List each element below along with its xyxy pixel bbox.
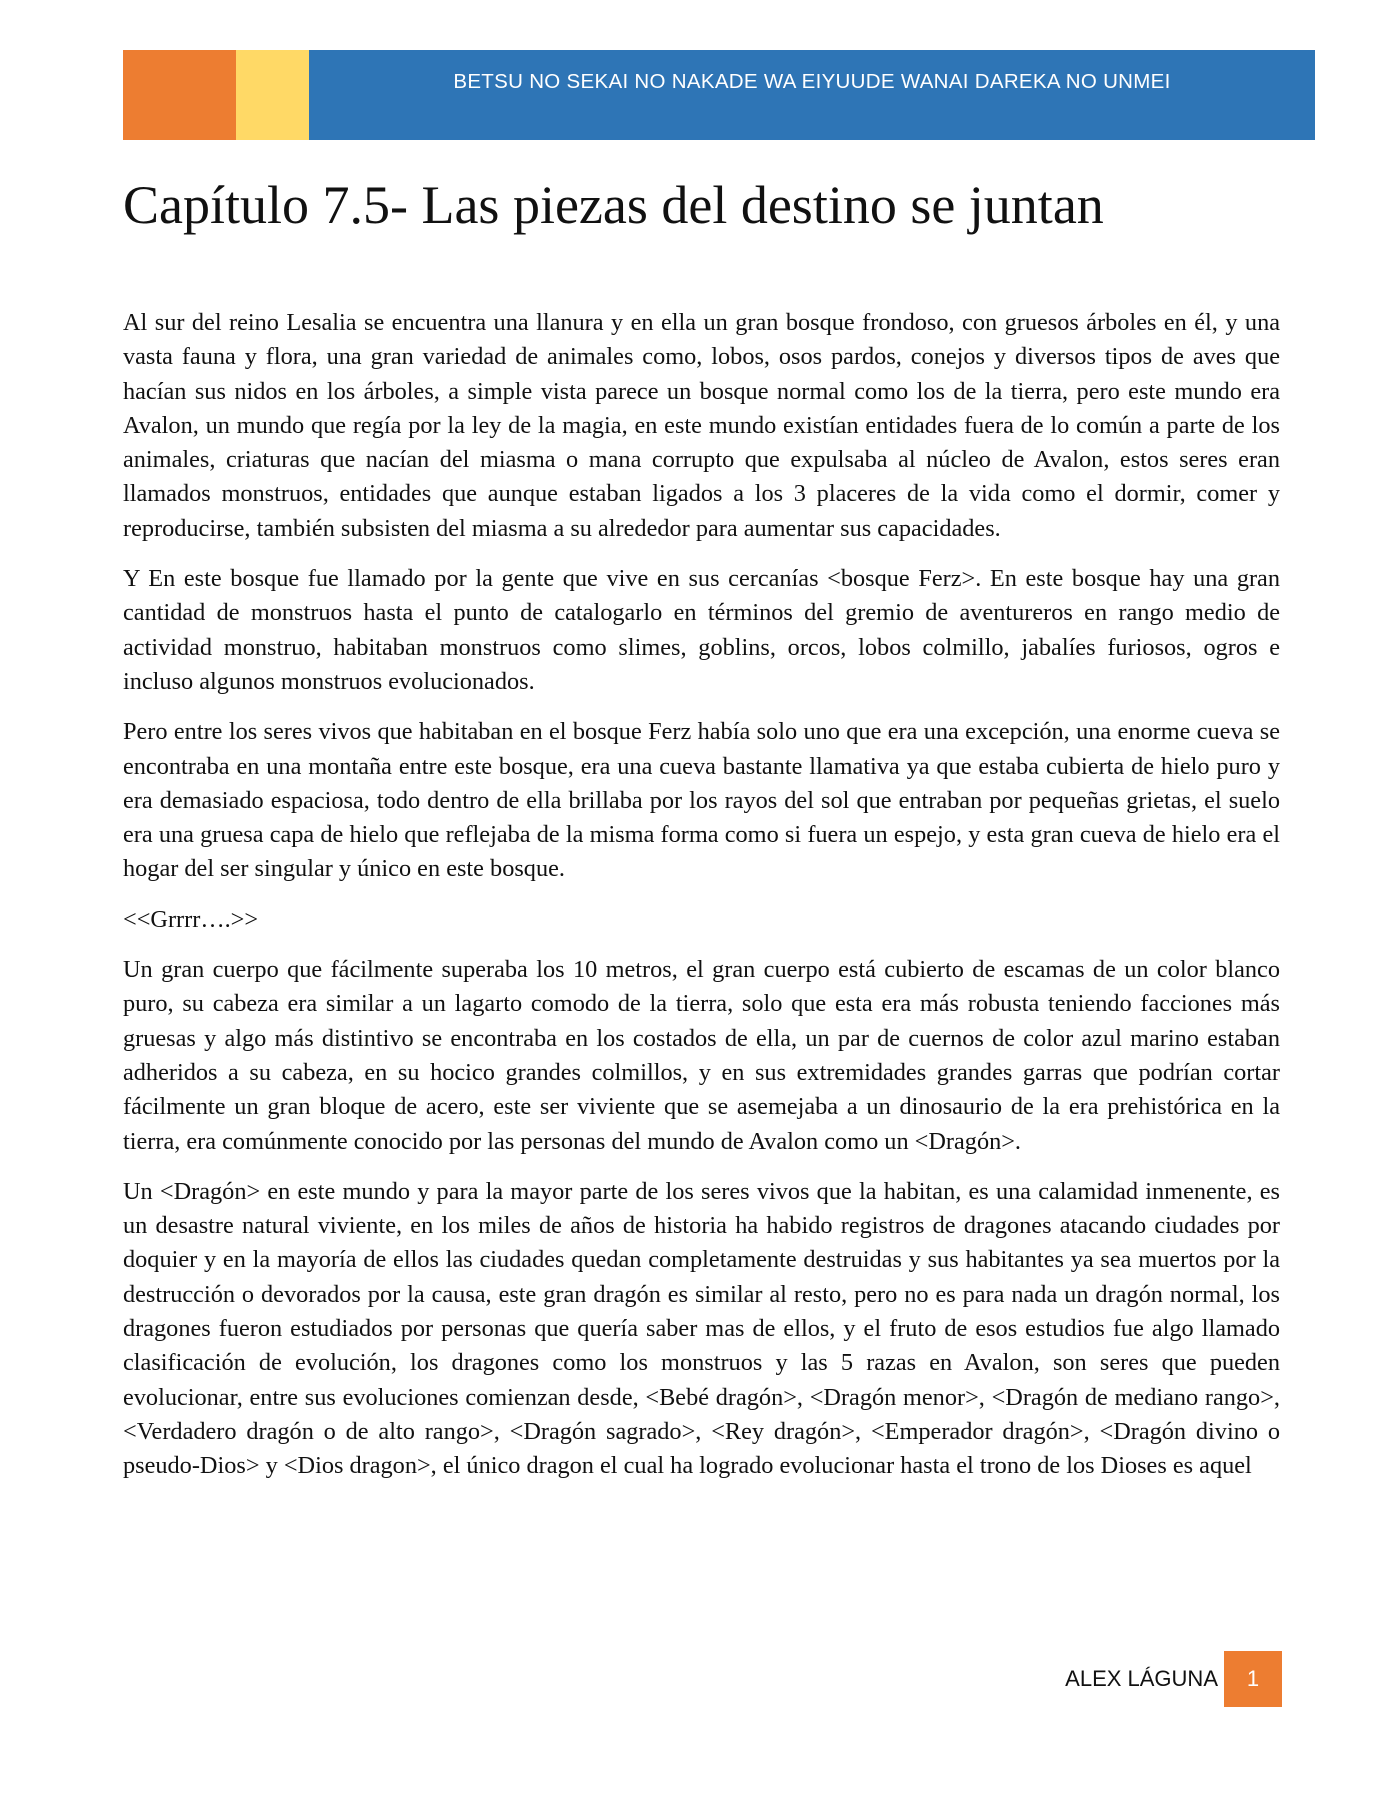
page-number: 1: [1224, 1651, 1282, 1707]
paragraph: Al sur del reino Lesalia se encuentra una llanura y en ella un gran bosque frondoso, con gruesos árboles en él, y una vasta fauna y flora, una gran variedad de animales como, lobos, osos pardos, conejos y diversos tipos de aves que hacían sus nidos en los árboles, a simple vista parece un bosque normal como los de la tierra, pero este mundo era Avalon, un mundo que regía por la ley de la magia, en este mundo existían entidades fuera de lo común a parte de los animales, criaturas que nacían del miasma o mana corrupto que expulsaba al núcleo de Avalon, estos seres eran llamados monstruos, entidades que aunque estaban ligados a los 3 placeres de la vida como el dormir, comer y reproducirse, también subsisten del miasma a su alrededor para aumentar sus capacidades.: [123, 309, 1280, 542]
header-orange-block: [123, 50, 236, 140]
paragraph: Pero entre los seres vivos que habitaban en el bosque Ferz había solo uno que era una excepción, una enorme cueva se encontraba en una montaña entre este bosque, era una cueva bastante llamativa ya que estaba cubierta de hielo puro y era demasiado espaciosa, todo dentro de ella brillaba por los rayos del sol que entraban por pequeñas grietas, el suelo era una gruesa capa de hielo que reflejaba de la misma forma como si fuera un espejo, y esta gran cueva de hielo era el hogar del ser singular y único en este bosque.: [123, 718, 1280, 883]
paragraph: Un <Dragón> en este mundo y para la mayor parte de los seres vivos que la habitan, es una calamidad inmenente, es un desastre natural viviente, en los miles de años de historia ha habido registros de dragones atacando ciudades por doquier y en la mayoría de ellos las ciudades quedan completamente destruidas y sus habitantes ya sea muertos por la destrucción o devorados por la causa, este gran dragón es similar al resto, pero no es para nada un dragón normal, los dragones fueron estudiados por personas que quería saber mas de ellos, y el fruto de esos estudios fue algo llamado clasificación de evolución, los dragones como los monstruos y las 5 razas en Avalon, son seres que pueden evolucionar, entre sus evoluciones comienzan desde, <Bebé dragón>, <Dragón menor>, <Dragón de mediano rango>, <Verdadero dragón o de alto rango>, <Dragón sagrado>, <Rey dragón>, <Emperador dragón>, <Dragón divino o pseudo-Dios> y <Dios dragon>, el único dragon el cual ha logrado evolucionar hasta el trono de los Dioses es aquel: [123, 1177, 1280, 1480]
series-title: BETSU NO SEKAI NO NAKADE WA EIYUUDE WANAI DAREKA NO UNMEI: [453, 70, 1171, 93]
paragraph: <<Grrrr….>>: [123, 905, 259, 933]
page-footer: [1030, 1651, 1282, 1707]
header-yellow-block: [236, 50, 309, 140]
chapter-body: [123, 306, 1280, 1500]
chapter-title: Capítulo 7.5- Las piezas del destino se juntan: [123, 175, 1104, 235]
paragraph: Un gran cuerpo que fácilmente superaba los 10 metros, el gran cuerpo está cubierto de escamas de un color blanco puro, su cabeza era similar a un lagarto comodo de la tierra, solo que esta era más robusta teniendo facciones más gruesas y algo más distintivo se encontraba en los costados de ella, un par de cuernos de color azul marino estaban adheridos a su cabeza, en su hocico grandes colmillos, y en sus extremidades grandes garras que podrían cortar fácilmente un gran bloque de acero, este ser viviente que se asemejaba a un dinosaurio de la era prehistórica en la tierra, era comúnmente conocido por las personas del mundo de Avalon como un <Dragón>.: [123, 956, 1280, 1155]
paragraph: Y En este bosque fue llamado por la gente que vive en sus cercanías <bosque Ferz>. En este bosque hay una gran cantidad de monstruos hasta el punto de catalogarlo en términos del gremio de aventureros en rango medio de actividad monstruo, habitaban monstruos como slimes, goblins, orcos, lobos colmillo, jabalíes furiosos, ogros e incluso algunos monstruos evolucionados.: [123, 565, 1280, 695]
author-name: ALEX LÁGUNA: [1065, 1666, 1218, 1691]
